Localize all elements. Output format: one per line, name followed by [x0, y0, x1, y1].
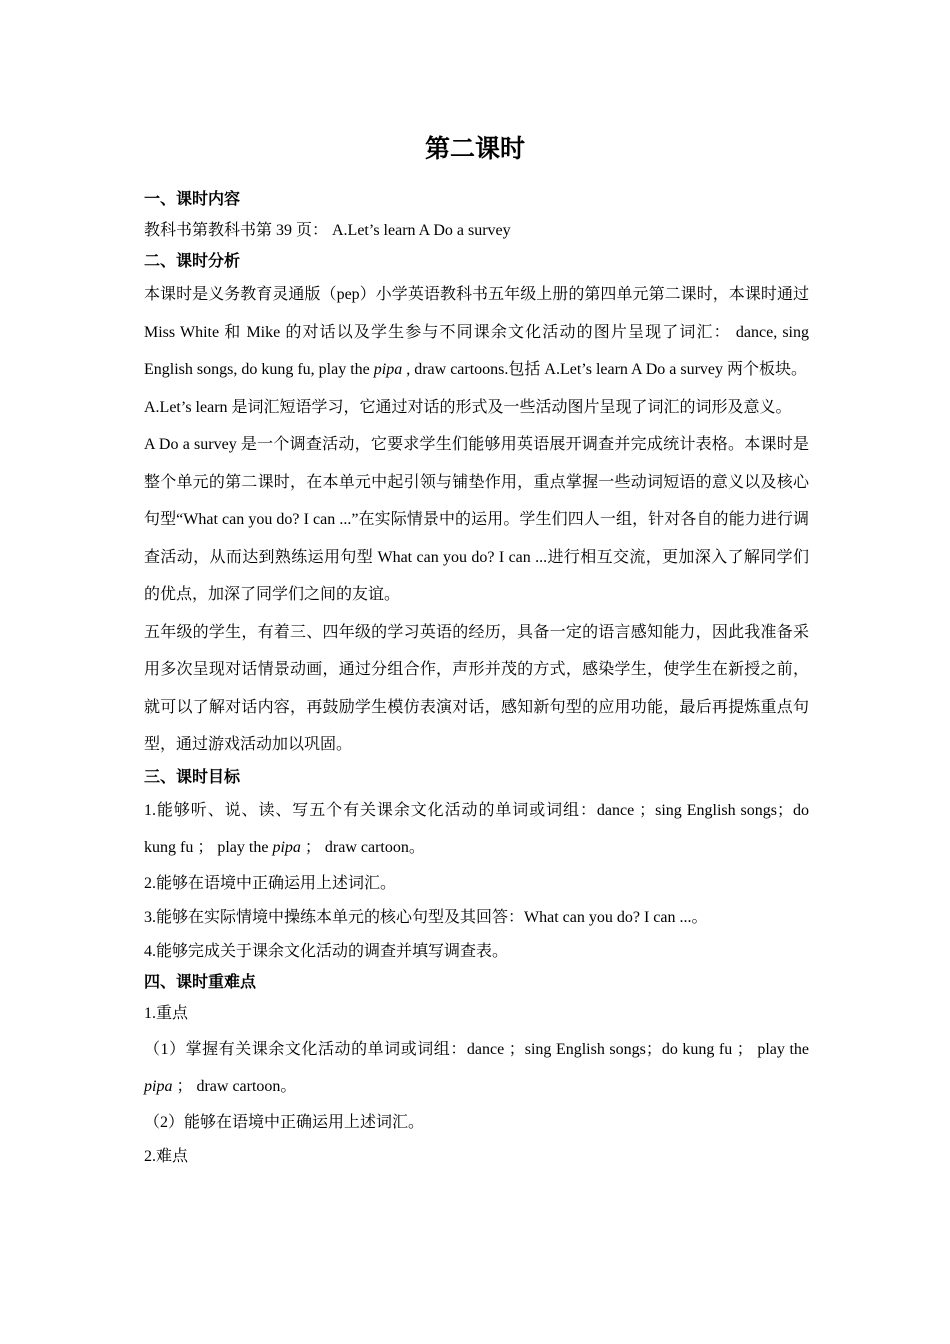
text-run: 本课时是义务教育灵通版（pep）小学英语教科书五年级上册的第四单元第二课时，本课时通过 Miss White 和 Mike 的对话以及学生参与不同课余文化活动的图片呈现了词汇： dance, sing English songs, do kung fu, play the: [144, 286, 809, 378]
textbook-page-line: 教科书第教科书第 39 页： A.Let’s learn A Do a survey: [144, 222, 511, 239]
page-title: 第二课时: [424, 136, 525, 163]
italic-word: pipa: [373, 361, 403, 378]
section-heading-content: 一、课时内容: [144, 191, 241, 208]
section-heading-objectives: 三、课时目标: [144, 768, 241, 786]
section-heading-key-points: 四、课时重难点: [144, 973, 257, 991]
objective-1: [144, 792, 809, 867]
text-run: ； draw cartoon。: [300, 839, 425, 856]
objective-4: 4.能够完成关于课余文化活动的调查并填写调查表。: [144, 942, 509, 960]
text-run: （1）掌握有关课余文化活动的单词或词组：dance ；sing English songs；do kung fu ； play the: [144, 1040, 809, 1058]
difficult-points-title: 2.难点: [144, 1147, 189, 1165]
analysis-paragraph-1: [144, 276, 809, 389]
analysis-paragraph-3: A Do a survey 是一个调查活动，它要求学生们能够用英语展开调查并完成统计表格。本课时是整个单元的第二课时，在本单元中起引领与铺垫作用，重点掌握一些动词短语的意义以及核心句型“What can you do? I can ...”在实际情景中的运用。学生们四人一组，针对各自的能力进行调查活动，从而达到熟练运用句型 What can you do? I can ...进行相互交流，更加深入了解同学们的优点，加深了同学们之间的友谊。: [144, 436, 809, 603]
text-run: , draw cartoons.包括 A.Let’s learn A Do a survey 两个板块。: [402, 361, 808, 378]
text-run: ； draw cartoon。: [172, 1078, 297, 1095]
objective-2: 2.能够在语境中正确运用上述词汇。: [144, 874, 397, 892]
text-run: 1.能够听、说、读、写五个有关课余文化活动的单词或词组：dance ；sing English songs；do kung fu ； play the: [144, 801, 809, 856]
italic-word: pipa: [144, 1078, 173, 1095]
key-points-title: 1.重点: [144, 1004, 189, 1022]
key-point-1: [144, 1031, 809, 1106]
analysis-paragraph-2: A.Let’s learn 是词汇短语学习，它通过对话的形式及一些活动图片呈现了词汇的词形及意义。: [144, 398, 792, 416]
key-point-2: （2）能够在语境中正确运用上述词汇。: [144, 1113, 425, 1131]
analysis-paragraph-4: 五年级的学生，有着三、四年级的学习英语的经历，具备一定的语言感知能力，因此我准备采用多次呈现对话情景动画，通过分组合作，声形并茂的方式，感染学生，使学生在新授之前，就可以了解对话内容，再鼓励学生模仿表演对话，感知新句型的应用功能，最后再提炼重点句型，通过游戏活动加以巩固。: [144, 623, 809, 753]
italic-word: pipa: [272, 839, 301, 856]
document-body: [144, 186, 809, 1174]
objective-3: 3.能够在实际情境中操练本单元的核心句型及其回答：What can you do? I can ...。: [144, 908, 708, 926]
section-heading-analysis: 二、课时分析: [144, 253, 241, 270]
